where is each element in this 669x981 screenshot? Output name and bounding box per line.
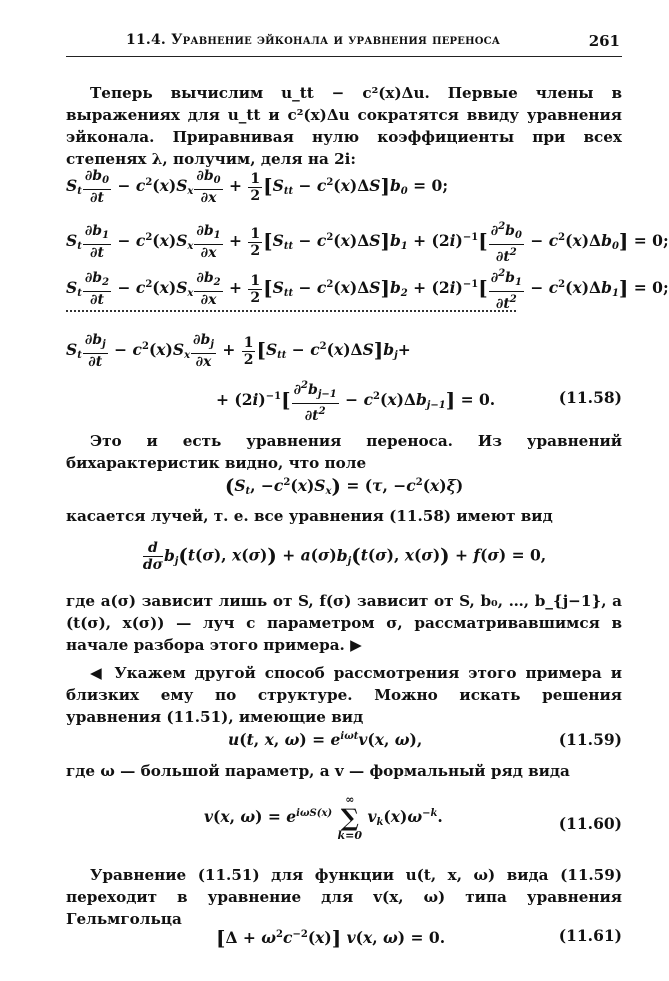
equation-transport-0: $S_t$ $\frac{\partial b_0}{\partial t}$ − $c^2(x)S_x$ $\frac{\partial b_0}{\partial x}$ + $\frac{1}{2}$ $[S_{tt} - c^2(x)\Delta S]b_0 = 0$; (66, 168, 449, 206)
equation-transport-j: $S_t$ $\frac{\partial b_j}{\partial t}$ − $c^2(x)S_x$ $\frac{\partial b_j}{\partial x}$ + $\frac{1}{2}$ $[S_{tt} - c^2(x)\Delta S]b_j+$ (66, 332, 411, 370)
paragraph-where-a (66, 590, 622, 656)
header-section: 11.4. (126, 32, 166, 48)
equation-number-11-58: (11.58) (558, 388, 622, 407)
dotted-separator (66, 310, 516, 312)
equation-transport-1: $S_t$ $\frac{\partial b_1}{\partial t}$ − $c^2(x)S_x$ $\frac{\partial b_1}{\partial x}$ + $\frac{1}{2}$ $[S_{tt} - c^2(x)\Delta S]b_1 + (2i)^{-1}$[ $\frac{\partial^2b_0}{\partial t^2}$ − $c^2(x)\Delta b_0] = 0$; (66, 221, 669, 265)
equation-11-61: $[\Delta + \omega^2c^{-2}(x)]$ v(x, ω) = 0. (11.61) (216, 926, 622, 950)
page-number: 261 (588, 32, 620, 50)
paragraph-another-method (66, 662, 622, 728)
equation-field: ($S_t$, $-c^2(x)S_x) = (\tau$, $-c^2(x)\xi$) (224, 474, 464, 498)
header-title-text: Уравнение эйконала и уравнения переноса (171, 32, 501, 48)
paragraph-omega (66, 760, 622, 782)
equation-number-11-59: (11.59) (558, 730, 622, 749)
running-header (66, 30, 622, 57)
equation-transport-j-cont: + $(2i)^{-1}$[ $\frac{\partial^2b_{j-1}}{\partial t^2}$ − $c^2(x)\Delta b_{j-1}] = 0$. (11.58) (216, 380, 622, 424)
paragraph-another-method-text: ◀ Укажем другой способ рассмотрения этого примера и близких ему по структуре. Можно искать решения уравнения (11.51), имеющие вид (66, 664, 622, 726)
paragraph-where-a-text: где a(σ) зависит лишь от S, f(σ) зависит от S, b₀, …, b_{j−1}, а (t(σ), x(σ)) — луч с параметром σ, рассматривавшимся в начале разбора этого примера. ▶ (66, 592, 622, 654)
equation-number-11-60: (11.60) (558, 814, 622, 833)
paragraph-transport-text (66, 430, 622, 474)
paragraph-transport-text-content: Это и есть уравнения переноса. Из уравнений бихарактеристик видно, что поле (66, 432, 622, 472)
paragraph-intro (66, 82, 622, 170)
header-title (126, 32, 500, 48)
equation-11-60: v(x, $\omega) = e^{i\omega S(x)}$ ∞ ∑ k=0 $v_k(x)\omega^{-k}$. (11.60) (204, 793, 622, 842)
paragraph-helmholtz (66, 864, 622, 930)
equation-transport-2: $S_t$ $\frac{\partial b_2}{\partial t}$ − $c^2(x)S_x$ $\frac{\partial b_2}{\partial x}$ + $\frac{1}{2}$ $[S_{tt} - c^2(x)\Delta S]b_2 + (2i)^{-1}$[ $\frac{\partial^2b_1}{\partial t^2}$ − $c^2(x)\Delta b_1] = 0$; (66, 268, 669, 312)
equation-11-59: u(t, x, $\omega) = e^{i\omega t}v(x$, ω), (11.59) (228, 730, 622, 749)
paragraph-intro-text: Теперь вычислим u_tt − c²(x)Δu. Первые члены в выражениях для u_tt и c²(x)Δu сократятся ввиду уравнения эйконала. Приравнивая нулю коэффициенты при всех степенях λ, получим, деля на 2i: (66, 84, 622, 168)
paragraph-rays (66, 505, 622, 527)
equation-ode: $\frac{d}{d\sigma}$ $b_j(t(\sigma)$, $x(\sigma)) + a(\sigma)b_j(t(\sigma)$, x(σ)) + f(σ) = 0, (142, 540, 547, 573)
paragraph-rays-text: касается лучей, т. е. все уравнения (11.58) имеют вид (66, 507, 553, 525)
equation-number-11-61: (11.61) (558, 926, 622, 945)
paragraph-omega-text: где ω — большой параметр, а v — формальный ряд вида (66, 762, 570, 780)
paragraph-helmholtz-text: Уравнение (11.51) для функции u(t, x, ω) вида (11.59) переходит в уравнение для v(x, ω) типа уравнения Гельмгольца (66, 866, 622, 928)
